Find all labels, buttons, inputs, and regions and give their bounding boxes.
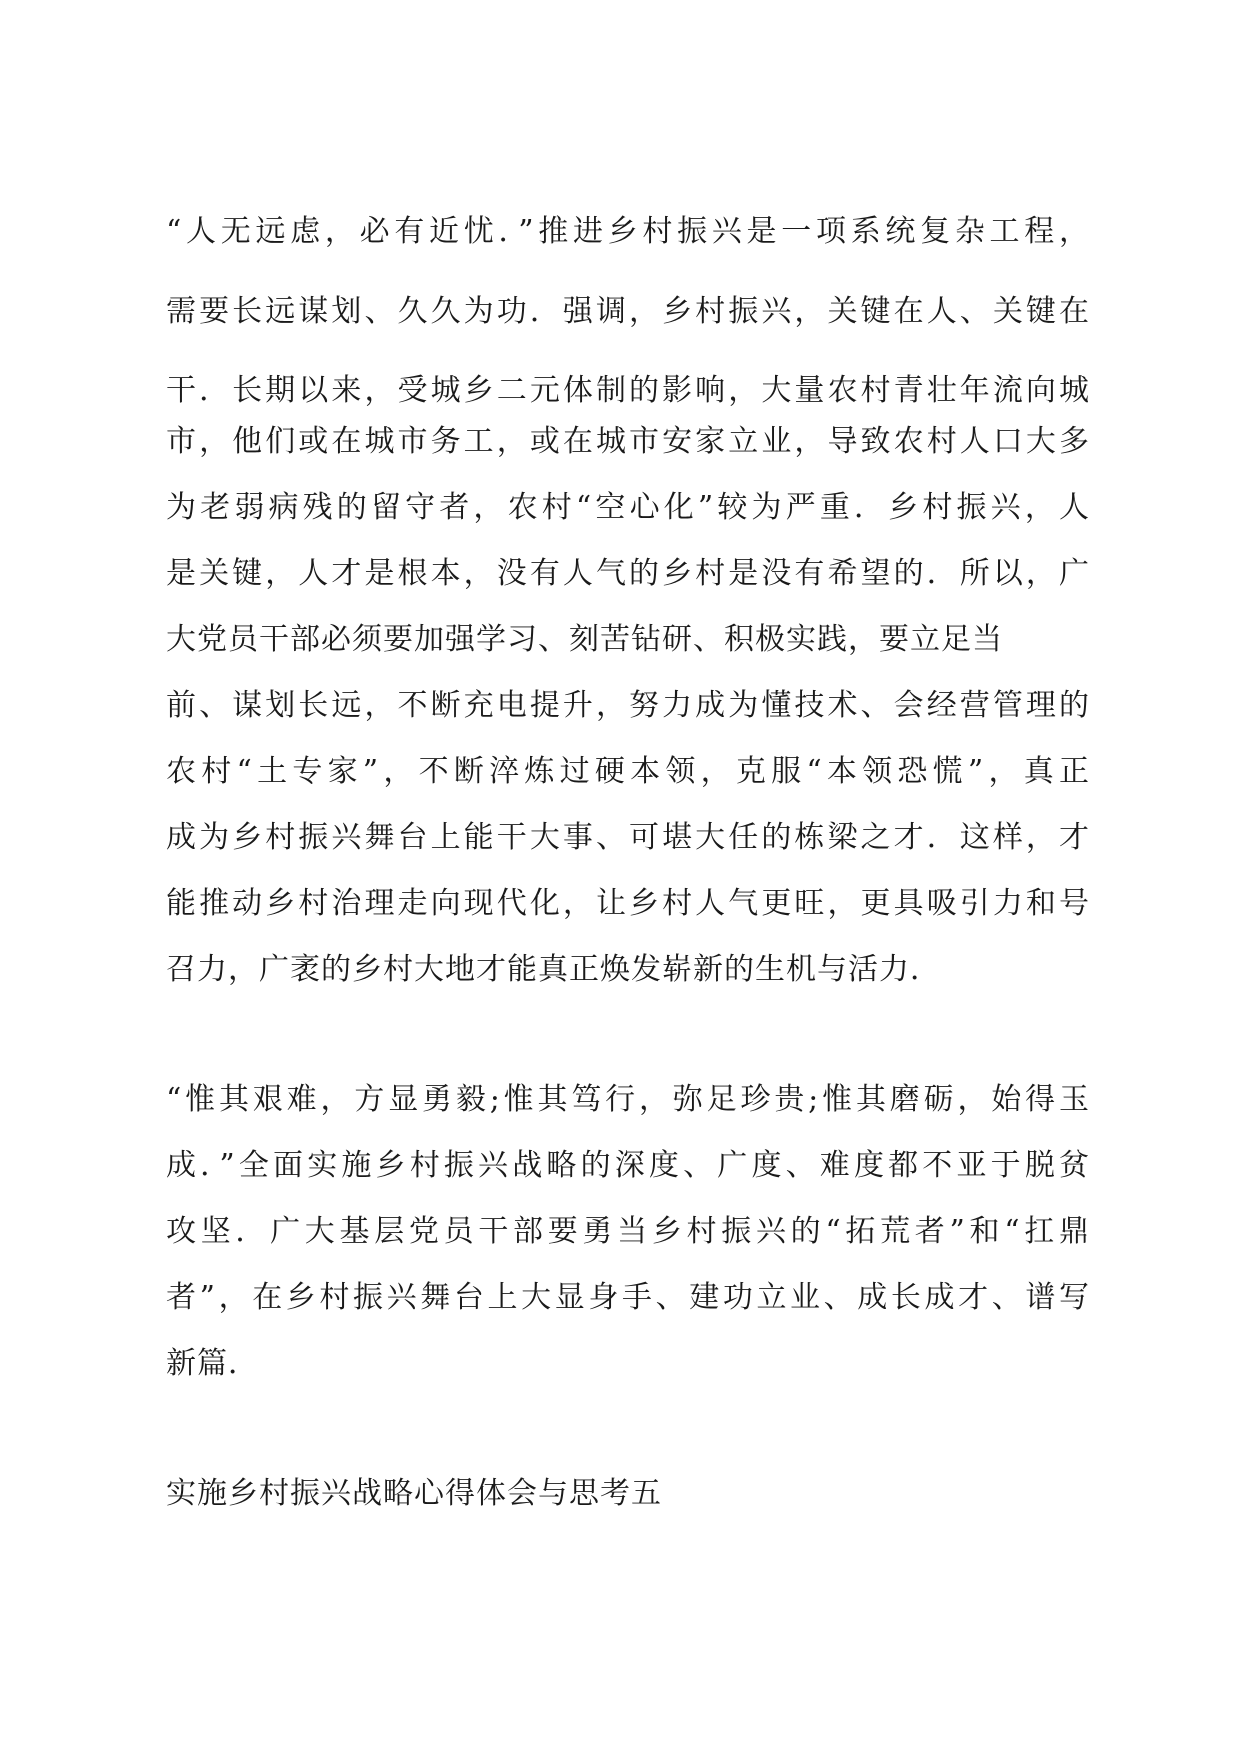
- paragraph-1-line-4: 市，他们或在城市务工，或在城市安家立业，导致农村人口大多: [166, 424, 1090, 459]
- paragraph-1-line-8: 前、谋划长远，不断充电提升，努力成为懂技术、会经营管理的: [166, 688, 1090, 723]
- paragraph-2-line-2: 成．”全面实施乡村振兴战略的深度、广度、难度都不亚于脱贫: [166, 1148, 1090, 1183]
- section-heading: 实施乡村振兴战略心得体会与思考五: [166, 1476, 662, 1511]
- paragraph-1-line-12: 召力，广袤的乡村大地才能真正焕发崭新的生机与活力．: [166, 952, 941, 987]
- paragraph-2-line-3: 攻坚．广大基层党员干部要勇当乡村振兴的“拓荒者”和“扛鼎: [166, 1214, 1090, 1249]
- paragraph-1-line-2: 需要长远谋划、久久为功．强调，乡村振兴，关键在人、关键在: [166, 294, 1090, 329]
- paragraph-2-line-4: 者”，在乡村振兴舞台上大显身手、建功立业、成长成才、谱写: [166, 1280, 1090, 1315]
- paragraph-1-line-6: 是关键，人才是根本，没有人气的乡村是没有希望的．所以，广: [166, 556, 1090, 591]
- paragraph-2-line-5: 新篇．: [166, 1346, 259, 1381]
- paragraph-1-line-11: 能推动乡村治理走向现代化，让乡村人气更旺，更具吸引力和号: [166, 886, 1090, 921]
- paragraph-1-line-10: 成为乡村振兴舞台上能干大事、可堪大任的栋梁之才．这样，才: [166, 820, 1090, 855]
- paragraph-1-line-1: “人无远虑，必有近忧．”推进乡村振兴是一项系统复杂工程，: [166, 214, 1090, 249]
- paragraph-1-line-3: 干．长期以来，受城乡二元体制的影响，大量农村青壮年流向城: [166, 373, 1090, 408]
- paragraph-2-line-1: “惟其艰难，方显勇毅;惟其笃行，弥足珍贵;惟其磨砺，始得玉: [166, 1082, 1090, 1117]
- paragraph-1-line-9: 农村“土专家”，不断淬炼过硬本领，克服“本领恐慌”，真正: [166, 754, 1090, 789]
- paragraph-1-line-5: 为老弱病残的留守者，农村“空心化”较为严重．乡村振兴，人: [166, 490, 1090, 525]
- paragraph-1-line-7: 大党员干部必须要加强学习、刻苦钻研、积极实践，要立足当: [166, 622, 1003, 657]
